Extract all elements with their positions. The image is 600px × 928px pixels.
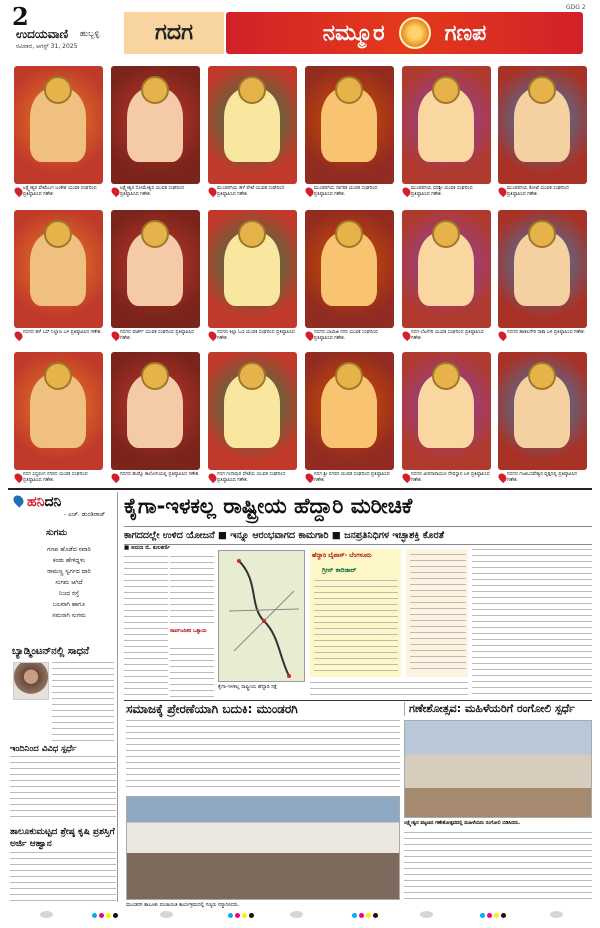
main-subhead: ಕಾಗದದಲ್ಲೇ ಉಳಿದ ಯೋಜನೆ ■ ಇನ್ನೂ ಆರಂಭವಾಗದ ಕಾಮಗಾರಿ ■ ಜನಪ್ರತಿನಿಧಿಗಳ ಇಚ್ಛಾಶಕ್ತಿ ಕೊರತೆ (124, 526, 592, 545)
idol-crown (238, 362, 266, 390)
photo-caption: ಗದಗದ ವಾರ್ಡ್ ಯುವಕ ಸಂಘದಿಂದ ಪ್ರತಿಷ್ಠಾಪಿಸಿದ ಗಣೇಶ. (120, 330, 195, 341)
ganesha-photo (402, 66, 491, 184)
article-text (170, 556, 214, 624)
photo-caption: ಗದಗ ಸಿದ್ಧಲಿಂಗ ನಗರದ ಯುವಕ ಸಂಘದಿಂದ ಪ್ರತಿಷ್ಠಾಪಿಸಿದ ಗಣೇಶ. (23, 472, 88, 483)
page-banner (226, 12, 583, 54)
idol-crown (238, 220, 266, 248)
ganesha-photo (208, 352, 297, 470)
idol-crown (335, 362, 363, 390)
column-author: - ಎಚ್. ಡುಂಡಿರಾಜ್ (64, 511, 106, 518)
edition-location: ಹುಬ್ಬಳ್ಳಿ (80, 29, 100, 38)
ganesha-photo (111, 210, 200, 328)
gallery-item (14, 66, 103, 214)
article-text (52, 662, 114, 742)
article-text (472, 549, 592, 697)
ganesha-photo (111, 66, 200, 184)
gallery-item (111, 66, 200, 214)
gallery-item (111, 352, 200, 500)
article-text (404, 832, 592, 904)
ganesha-photo (498, 352, 587, 470)
gallery-item (208, 210, 297, 358)
photo-caption: ಮುಂಡರಗಿ ತಾಲೂಕು ಪಂಚಾಯಿತಿ ಕಾರ್ಯಕ್ರಮದಲ್ಲಿ ಗಣ್ಯರು ಸನ್ಮಾನಿಸಿದರು. (126, 903, 240, 908)
photo-caption: ಗದಗ ಗಂಗಾಪುರ ಪೇಟೆಯ ಯುವಕ ಸಂಘದಿಂದ ಪ್ರತಿಷ್ಠಾಪಿಸಿದ ಗಣೇಶ. (217, 472, 286, 483)
idol-crown (44, 76, 72, 104)
ganesha-photo (402, 210, 491, 328)
gallery-item (14, 210, 103, 358)
registration-marks (352, 913, 378, 918)
registration-marks (92, 913, 118, 918)
map-graphic (219, 551, 306, 683)
registration-marks (228, 913, 254, 918)
photo-caption: ಲಕ್ಷ್ಮೇಶ್ವರ ಸೋಮೇಶ್ವರ ಯುವಕ ಸಂಘದಿಂದ ಪ್ರತಿಷ್ಠಾಪಿಸಿದ ಗಣೇಶ. (120, 186, 185, 197)
idol-crown (432, 76, 460, 104)
ganesha-photo (305, 66, 394, 184)
idol-crown (432, 362, 460, 390)
registration-marks (480, 913, 506, 918)
section-divider (8, 488, 592, 490)
registration-oval (160, 911, 173, 918)
gallery-item (305, 352, 394, 500)
photo-caption: ಗದಗದ ಕಿಲ್ಲಾ ಓಣಿ ಯುವಕ ಸಂಘದಿಂದ ಪ್ರತಿಷ್ಠಾಪಿಸಿದ ಗಣೇಶ. (217, 330, 295, 341)
registration-oval (40, 911, 53, 918)
brand-part-b: ದನಿ (44, 494, 62, 510)
idol-crown (141, 220, 169, 248)
idol-crown (335, 220, 363, 248)
poem-line: ಬಲವಾಗಿ ಹಾಗೂ (52, 601, 86, 608)
ganesha-photo (402, 352, 491, 470)
photo-caption: ಮುಂಡರಗಿಯ ಕೋಟೆ ಯುವಕ ಸಂಘದಿಂದ ಪ್ರತಿಷ್ಠಾಪಿಸಿದ ಗಣೇಶ. (507, 186, 570, 197)
photo-caption: ಗದಗದ ಗಂಜಿಬಸವೇಶ್ವರ ವೃತ್ತದಲ್ಲಿ ಪ್ರತಿಷ್ಠಾಪಿಸಿದ ಗಣೇಶ. (507, 472, 578, 483)
district-label: ಗದಗ (124, 12, 224, 54)
ganesha-photo (305, 210, 394, 328)
photo-caption: ಗದಗದ ಬಾಲಾಜಿ ನಗರ ಯುವಕ ಸಂಘದಿಂದ ಪ್ರತಿಷ್ಠಾಪಿಸಿದ ಗಣೇಶ. (314, 330, 378, 341)
poem-line: ನಿಜದ ರಸ್ತೆ (58, 590, 80, 597)
poem-body (20, 544, 118, 621)
main-headline: ಕೈಗಾ-ಇಳಕಲ್ಲ ರಾಷ್ಟ್ರೀಯ ಹೆದ್ದಾರಿ ಮರೀಚಿಕೆ (124, 494, 413, 518)
registration-oval (550, 911, 563, 918)
ganesha-photo (111, 352, 200, 470)
ganesha-photo (305, 352, 394, 470)
section-heading: ತಾಲೂಕುಮಟ್ಟದ ಶ್ರೇಷ್ಠ ಕೃಷಿ ಪ್ರಶಸ್ತಿಗೆ ಅರ್ಜಿ ಆಹ್ವಾನ (10, 827, 115, 849)
rangoli-photo (404, 720, 592, 818)
ganesha-photo (498, 66, 587, 184)
ganesha-photo (14, 352, 103, 470)
gallery-item (305, 210, 394, 358)
poem-title: ಸುಗಮ (46, 528, 68, 538)
pull-quote: ಸಾರ್ವಜನಿಕರ ಒತ್ತಾಯ (170, 628, 207, 634)
newspaper-logo: ಉದಯವಾಣಿ (16, 27, 69, 41)
ganesha-photo (208, 66, 297, 184)
banner-left-text: ನಮ್ಮೂರ (322, 20, 385, 46)
byline: ■ ಅರುಣ ಬಿ. ಕುಲಕರ್ಣಿ (124, 545, 170, 551)
photo-caption: ಗದಗದ ಹಾತಲಗೇರಿ ನಾಕಾ ಬಳಿ ಪ್ರತಿಷ್ಠಾಪಿಸಿದ ಗಣೇಶ. (507, 330, 586, 335)
brand-part-a: ಹನಿ (27, 494, 45, 510)
gallery-item (402, 66, 491, 214)
poem-line: ಸಮನಾಗಿ ಸುಗಮ (52, 612, 86, 619)
gallery-item (402, 210, 491, 358)
ganesha-photo (14, 66, 103, 184)
drop-icon (11, 493, 25, 507)
photo-caption: ಲಕ್ಷ್ಮೇಶ್ವರ ಪಟ್ಟಣದ ಗಣೇಶೋತ್ಸವದಲ್ಲಿ ಮಹಿಳೆಯರು ರಂಗೋಲಿ ಬಿಡಿಸಿದರು. (404, 821, 521, 826)
photo-caption: ಗದಗದ ಹಳೆ ಬಸ್ ನಿಲ್ದಾಣ ಬಳಿ ಪ್ರತಿಷ್ಠಾಪಿಸಿದ ಗಣೇಶ. (23, 330, 102, 335)
registration-oval (290, 911, 303, 918)
photo-caption: ಮುಂಡರಗಿಯ ಹಳೆ ಪೇಟೆ ಯುವಕ ಸಂಘದಿಂದ ಪ್ರತಿಷ್ಠಾಪಿಸಿದ ಗಣೇಶ. (217, 186, 285, 197)
edition-code: GDG 2 (566, 4, 586, 11)
photo-caption: ಗದಗದ ವೀರನಾರಾಯಣ ದೇವಸ್ಥಾನ ಬಳಿ ಪ್ರತಿಷ್ಠಾಪಿಸಿದ ಗಣೇಶ. (411, 472, 490, 483)
article-text (10, 756, 116, 822)
idol-crown (528, 76, 556, 104)
gallery-item (14, 352, 103, 500)
idol-crown (44, 362, 72, 390)
poem-line: ಕಂಡು ಹೇಳಿದ್ದಳು (53, 557, 85, 564)
photo-caption: ಗದಗ ಶ್ರೀ ನಗರದ ಯುವಕ ಸಂಘದಿಂದ ಪ್ರತಿಷ್ಠಾಪಿಸಿದ ಗಣೇಶ. (314, 472, 390, 483)
portrait-photo (13, 662, 49, 700)
idol-crown (335, 76, 363, 104)
gallery-item (498, 66, 587, 214)
gallery-item (498, 352, 587, 500)
poem-line: ರಾಮಣ್ಣ ಸ್ವರ್ಗದ ದಾರಿ (47, 568, 91, 575)
gallery-item (111, 210, 200, 358)
idol-crown (141, 362, 169, 390)
highway-map (218, 550, 305, 682)
info-box-subtitle: ಗ್ರೀನ್ ಕಾರಿಡಾರ್ (322, 566, 357, 574)
poem-line: ಸುಗಮ ಆಗಿದೆ (55, 579, 83, 586)
banner-right-text: ಗಣಪ (444, 20, 487, 46)
photo-caption: ಲಕ್ಷ್ಮೇಶ್ವರ ಪೇಟೆಬಂಗ ಬಂಕೇಶ ಯುವಕ ಸಂಘದಿಂದ ಪ್ರತಿಷ್ಠಾಪಿಸಿದ ಗಣೇಶ. (23, 186, 97, 197)
story-headline: ಸಮಾಜಕ್ಕೆ ಪ್ರೇರಣೆಯಾಗಿ ಬದುಕಿ: ಮುಂಡರಗಿ (126, 702, 298, 716)
info-box-text (314, 580, 398, 672)
photo-caption: ಮುಂಡರಗಿಯ ನಾಗರಿಕ ಯುವಕ ಸಂಘದಿಂದ ಪ್ರತಿಷ್ಠಾಪಿಸಿದ ಗಣೇಶ. (314, 186, 378, 197)
story-headline: ಗಣೇಶೋತ್ಸವ: ಮಹಿಳೆಯರಿಗೆ ರಂಗೋಲಿ ಸ್ಪರ್ಧೆ (404, 702, 592, 716)
gallery-item (208, 352, 297, 500)
info-box-title: ಹೆದ್ದಾರಿ ಬೈಪಾಸ್- ಬೆಂಗಳೂರು (312, 552, 372, 559)
column-brand (14, 494, 61, 510)
article-text (170, 648, 214, 698)
gallery-item (402, 352, 491, 500)
group-photo (126, 796, 400, 900)
poem-line: ಗಣಪ ಹೊಡೆದ ಸವಾರಿ (47, 546, 91, 553)
registration-oval (420, 911, 433, 918)
gallery-item (498, 210, 587, 358)
article-text (124, 556, 168, 698)
ganesha-photo (14, 210, 103, 328)
page-number: 2 (12, 2, 29, 31)
section-heading: ಇಂದಿನಿಂದ ವಿವಿಧ ಸ್ಪರ್ಧೆ (10, 744, 77, 754)
gallery-item (305, 66, 394, 214)
ganesha-photo (498, 210, 587, 328)
idol-crown (44, 220, 72, 248)
idol-crown (528, 362, 556, 390)
photo-caption: ಗದಗ-ಬೆಟಗೇರಿ ಯುವಕ ಸಂಘದಿಂದ ಪ್ರತಿಷ್ಠಾಪಿಸಿದ ಗಣೇಶ. (411, 330, 484, 341)
map-caption: ಕೈಗಾ-ಇಳಕಲ್ಲ ರಾಷ್ಟ್ರೀಯ ಹೆದ್ದಾರಿ ನಕ್ಷೆ (218, 684, 278, 690)
quote-text (410, 554, 466, 672)
section-heading: ಬ್ಯಾಡ್ಮಿಂಟನ್‌ನಲ್ಲಿ ಸಾಧನೆ (12, 646, 90, 657)
gallery-item (208, 66, 297, 214)
photo-caption: ಗದಗದ ಹುಡ್ಕೊ ಕಾಲೋನಿಯಲ್ಲಿ ಪ್ರತಿಷ್ಠಾಪಿಸಿದ ಗಣೇಶ. (120, 472, 200, 477)
idol-crown (238, 76, 266, 104)
idol-crown (141, 76, 169, 104)
idol-crown (432, 220, 460, 248)
ganesha-photo (208, 210, 297, 328)
dateline: ರವಿವಾರ, ಆಗಸ್ಟ್ 31, 2025 (16, 43, 78, 50)
photo-caption: ಮುಂಡರಗಿಯ ವರಶ್ರೀ ಯುವಕ ಸಂಘದಿಂದ ಪ್ರತಿಷ್ಠಾಪಿಸಿದ ಗಣೇಶ. (411, 186, 473, 197)
article-text (126, 720, 400, 792)
article-text (310, 682, 468, 698)
ganesha-icon (399, 17, 431, 49)
idol-crown (528, 220, 556, 248)
section-divider (124, 700, 592, 701)
article-text (10, 852, 116, 904)
